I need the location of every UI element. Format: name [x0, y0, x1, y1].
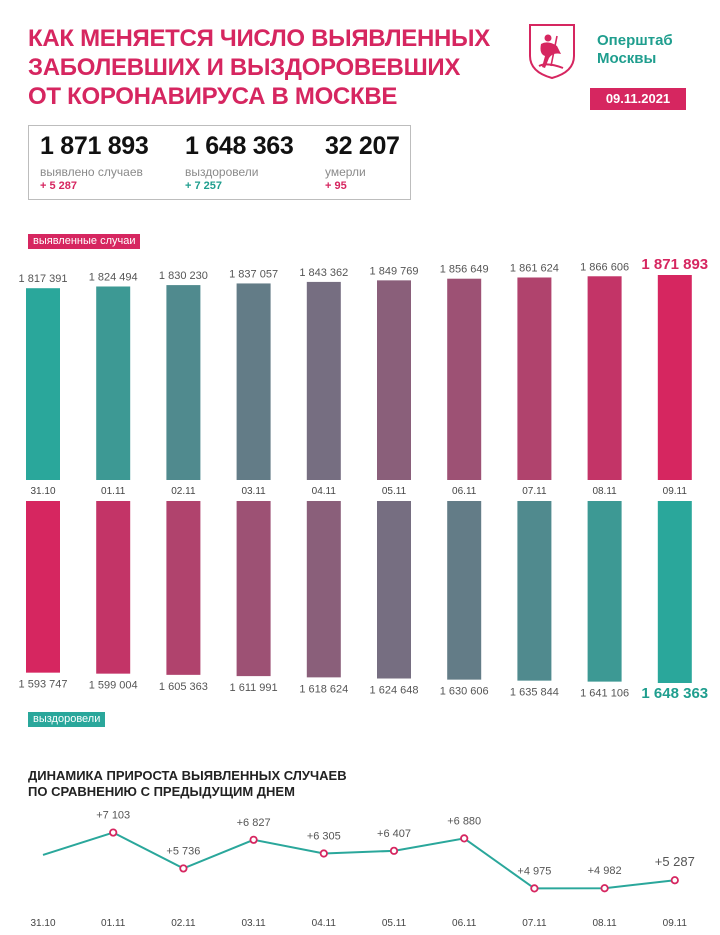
- cases-bar: [447, 279, 481, 480]
- stat-cases-delta: + 5 287: [40, 180, 78, 192]
- recovered-tag: выздоровели: [28, 712, 105, 727]
- stat-deaths-delta: + 95: [325, 180, 347, 192]
- recovered-bar: [237, 501, 271, 676]
- growth-value-label: +7 103: [96, 809, 131, 822]
- growth-date-label: 07.11: [522, 918, 547, 929]
- growth-line-chart: [0, 785, 720, 935]
- stat-deaths-value: 32 207: [325, 132, 400, 160]
- recovered-value-label: 1 624 648: [369, 684, 419, 697]
- date-label: 31.10: [30, 486, 56, 497]
- recovered-bar: [166, 501, 200, 675]
- cases-bar: [96, 286, 130, 480]
- recovered-bar: [517, 501, 551, 681]
- cases-bar: [237, 283, 271, 480]
- growth-value-label: +5 287: [654, 854, 695, 870]
- stat-recovered-label: выздоровели: [185, 165, 259, 179]
- title-line-1: КАК МЕНЯЕТСЯ ЧИСЛО ВЫЯВЛЕННЫХ: [28, 25, 490, 52]
- cases-bar: [377, 280, 411, 480]
- cases-value-label: 1 824 494: [88, 271, 138, 284]
- growth-value-label: +4 982: [587, 865, 622, 878]
- cases-value-label: 1 837 057: [229, 268, 279, 281]
- cases-value-label: 1 817 391: [18, 273, 68, 286]
- growth-point: [601, 885, 607, 891]
- cases-bar: [588, 276, 622, 480]
- title-line-2: ЗАБОЛЕВШИХ И ВЫЗДОРОВЕВШИХ: [28, 54, 461, 81]
- growth-date-label: 04.11: [311, 918, 336, 929]
- title-line-3: ОТ КОРОНАВИРУСА В МОСКВЕ: [28, 83, 398, 110]
- cases-value-label: 1 849 769: [369, 265, 419, 278]
- recovered-bar: [96, 501, 130, 674]
- recovered-bar: [658, 501, 692, 683]
- recovered-value-label: 1 593 747: [18, 678, 68, 691]
- growth-date-label: 31.10: [30, 918, 56, 929]
- recovered-value-label: 1 648 363: [641, 685, 709, 702]
- growth-date-label: 08.11: [592, 918, 617, 929]
- growth-value-label: +6 827: [236, 816, 271, 829]
- cases-value-label: 1 866 606: [580, 261, 630, 274]
- date-label: 08.11: [592, 486, 617, 497]
- cases-bar: [658, 275, 692, 480]
- growth-date-label: 03.11: [241, 918, 266, 929]
- growth-point: [461, 835, 467, 841]
- recovered-value-label: 1 635 844: [509, 686, 559, 699]
- cases-value-label: 1 871 893: [641, 256, 709, 273]
- growth-value-label: +6 305: [306, 830, 341, 843]
- stat-deaths-label: умерли: [325, 165, 366, 179]
- growth-value-label: +6 407: [377, 827, 411, 840]
- date-label: 03.11: [241, 486, 266, 497]
- growth-value-label: +6 880: [447, 815, 482, 828]
- stat-recovered-value: 1 648 363: [185, 132, 294, 160]
- growth-title-line-1: ДИНАМИКА ПРИРОСТА ВЫЯВЛЕННЫХ СЛУЧАЕВ: [28, 768, 347, 783]
- cases-bar: [307, 282, 341, 480]
- growth-point: [531, 885, 537, 891]
- recovered-value-label: 1 605 363: [158, 680, 208, 693]
- growth-point: [180, 865, 186, 871]
- growth-point: [321, 850, 327, 856]
- growth-value-label: +4 975: [517, 865, 552, 878]
- cases-value-label: 1 843 362: [299, 266, 349, 279]
- growth-title-line-2: ПО СРАВНЕНИЮ С ПРЕДЫДУЩИМ ДНЕМ: [28, 784, 295, 799]
- recovered-value-label: 1 641 106: [580, 687, 630, 700]
- growth-date-label: 01.11: [101, 918, 126, 929]
- cases-bar: [26, 288, 60, 480]
- growth-point: [391, 848, 397, 854]
- recovered-bar: [447, 501, 481, 680]
- cases-bar: [517, 277, 551, 480]
- growth-point: [250, 837, 256, 843]
- date-badge: 09.11.2021: [590, 88, 686, 110]
- date-label: 02.11: [171, 486, 196, 497]
- date-label: 06.11: [452, 486, 477, 497]
- recovered-value-label: 1 630 606: [439, 685, 489, 698]
- recovered-value-label: 1 611 991: [229, 682, 278, 695]
- growth-point: [672, 877, 678, 883]
- recovered-bar: [377, 501, 411, 679]
- cases-value-label: 1 856 649: [439, 263, 489, 276]
- cases-bar: [166, 285, 200, 480]
- stat-recovered-delta: + 7 257: [185, 180, 223, 192]
- recovered-value-label: 1 599 004: [88, 679, 138, 692]
- growth-point: [110, 829, 116, 835]
- growth-date-label: 06.11: [452, 918, 477, 929]
- growth-value-label: +5 736: [166, 845, 201, 858]
- growth-line: [43, 833, 675, 889]
- cases-value-label: 1 830 230: [158, 270, 208, 283]
- date-label: 07.11: [522, 486, 547, 497]
- recovered-bar: [588, 501, 622, 682]
- recovered-value-label: 1 618 624: [299, 683, 349, 696]
- brand-line-1: Оперштаб: [597, 32, 673, 49]
- brand-line-2: Москвы: [597, 50, 657, 67]
- date-label: 09.11: [662, 486, 687, 497]
- date-label: 01.11: [101, 486, 126, 497]
- growth-date-label: 02.11: [171, 918, 196, 929]
- date-label: 05.11: [381, 486, 407, 497]
- date-label: 04.11: [311, 486, 336, 497]
- stat-cases-value: 1 871 893: [40, 132, 149, 160]
- stat-cases-label: выявлено случаев: [40, 165, 143, 179]
- growth-date-label: 05.11: [381, 918, 407, 929]
- cases-value-label: 1 861 624: [509, 262, 559, 275]
- recovered-bar: [307, 501, 341, 677]
- growth-date-label: 09.11: [662, 918, 687, 929]
- recovered-bar: [26, 501, 60, 673]
- cases-tag: выявленные случаи: [28, 234, 140, 249]
